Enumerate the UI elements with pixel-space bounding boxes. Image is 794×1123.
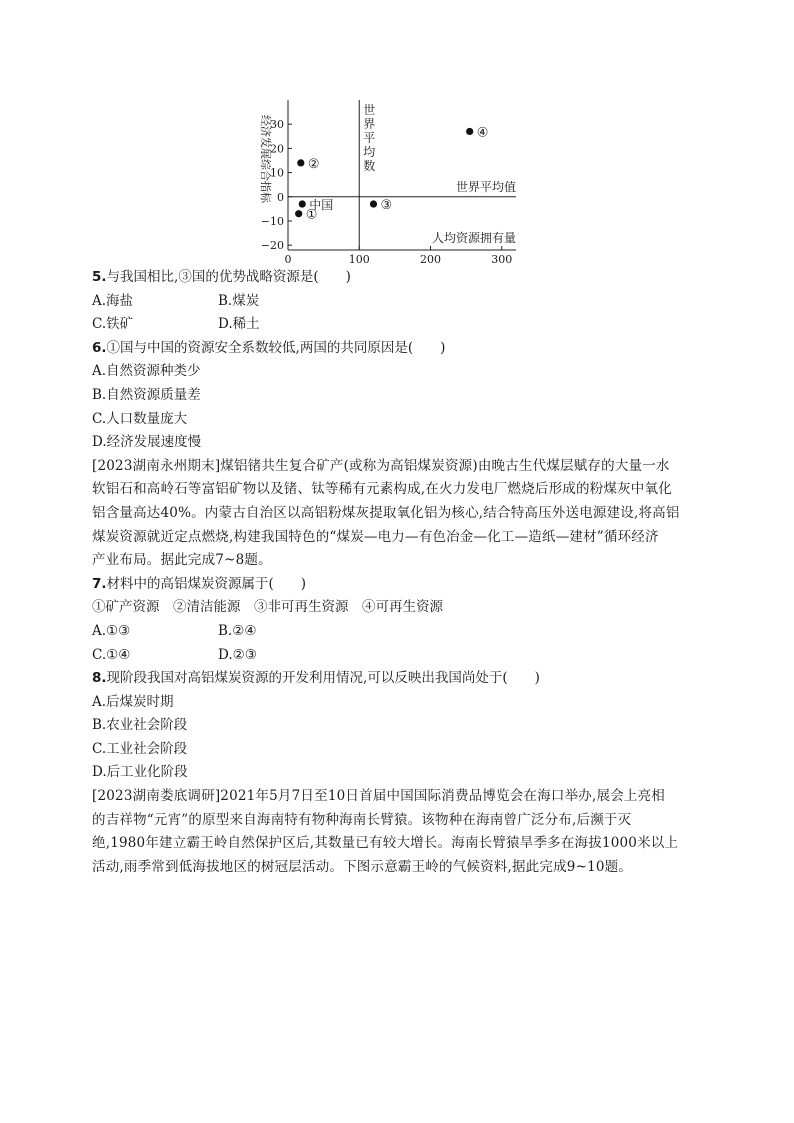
options-row [92, 313, 712, 337]
vline-label-char: 均 [363, 145, 376, 159]
scatter-chart [250, 90, 530, 270]
data-point-label: ④ [476, 125, 489, 141]
material-line: 的吉祥物“元宵”的原型来自海南特有物种海南长臂猿。该物种在海南曾广泛分布,后濒于灭 [92, 811, 632, 828]
material-line: 软铝石和高岭石等富铝矿物以及锗、钛等稀有元素构成,在火力发电厂燃烧后形成的粉煤灰中氧化 [92, 481, 672, 498]
y-tick-label: −20 [260, 239, 284, 253]
option-b[interactable]: B.煤炭 [218, 292, 260, 309]
options-row [92, 290, 712, 314]
question-stem: 现阶段我国对高铝煤炭资源的开发利用情况,可以反映出我国尚处于( ) [106, 670, 540, 687]
question-stem: 与我国相比,③国的优势战略资源是( ) [106, 269, 351, 285]
data-point [295, 210, 302, 217]
question-stem: ①国与中国的资源安全系数较低,两国的共同原因是( ) [106, 339, 446, 356]
option-d[interactable]: D.②③ [218, 646, 257, 663]
material-line: 绝,1980年建立霸王岭自然保护区后,其数量已有较大增长。海南长臂猿旱季多在海拔1000米以上 [92, 835, 679, 852]
question-number: 5. [92, 269, 107, 285]
question-number: 7. [92, 575, 107, 592]
option-a[interactable]: A.后煤炭时期 [92, 693, 174, 710]
y-tick-label: 30 [270, 118, 284, 132]
option-c[interactable]: C.铁矿 [92, 316, 134, 333]
data-point-label: ② [307, 156, 320, 172]
options-row [92, 620, 712, 644]
x-tick-label: 300 [491, 253, 513, 266]
data-point-label: ③ [380, 198, 393, 214]
option-c[interactable]: C.人口数量庞大 [92, 410, 188, 427]
material-line: 煤炭资源就近定点燃烧,构建我国特色的“煤炭—电力—有色冶金—化工—造纸—建材”循环经济 [92, 528, 659, 545]
option-c[interactable]: C.工业社会阶段 [92, 740, 188, 757]
question-6 [92, 337, 712, 361]
option-b[interactable]: B.②④ [218, 622, 257, 639]
data-point [297, 159, 304, 166]
option-b[interactable]: B.自然资源质量差 [92, 386, 201, 403]
option-a[interactable]: A.自然资源种类少 [92, 363, 201, 380]
question-content [92, 266, 712, 879]
y-tick-label: 10 [270, 166, 284, 180]
question-5 [92, 266, 712, 290]
vline-label-char: 世 [363, 103, 376, 117]
material-line: [2023湖南娄底调研]2021年5月7日至10日首届中国国际消费品博览会在海口举办,展会上亮相 [92, 788, 665, 805]
x-tick-label: 200 [420, 253, 441, 266]
options-row [92, 644, 712, 668]
y-tick-label: −10 [260, 214, 284, 228]
material-line: 活动,雨季常到低海拔地区的树冠层活动。下图示意霸王岭的气候资料,据此完成9~10题。 [92, 858, 633, 875]
data-point [370, 200, 377, 207]
material-line: 铝含量高达40%。内蒙古自治区以高铝粉煤灰提取氧化铝为核心,结合特高压外送电源建设,将高铝 [92, 504, 680, 521]
vline-label-char: 数 [363, 159, 376, 173]
hline-label: 世界平均值 [455, 179, 516, 194]
chart-marks [295, 125, 488, 222]
option-b[interactable]: B.农业社会阶段 [92, 717, 188, 734]
option-c[interactable]: C.①④ [92, 646, 131, 663]
data-point-label: 中国 [309, 198, 334, 213]
material-line: 产业布局。据此完成7~8题。 [92, 552, 272, 569]
data-point-label: ① [305, 207, 318, 223]
question-stem: 材料中的高铝煤炭资源属于( ) [106, 575, 307, 592]
option-d[interactable]: D.经济发展速度慢 [92, 434, 202, 451]
question-number: 8. [92, 670, 107, 687]
material-line: [2023湖南永州期末]煤铝锗共生复合矿产(或称为高铝煤炭资源)由晚古生代煤层赋存的大量一水 [92, 457, 670, 474]
vline-label-char: 平 [363, 131, 376, 145]
x-tick-label: 0 [284, 253, 292, 266]
question-items: ①矿产资源 ②清洁能源 ③非可再生资源 ④可再生资源 [92, 599, 443, 616]
y-tick-label: 0 [277, 190, 284, 204]
option-d[interactable]: D.稀土 [218, 316, 260, 333]
question-7 [92, 573, 712, 597]
option-d[interactable]: D.后工业化阶段 [92, 764, 188, 781]
question-number: 6. [92, 339, 107, 356]
question-8 [92, 667, 712, 691]
data-point [299, 200, 306, 207]
x-tick-label: 100 [348, 253, 370, 266]
x-axis-title: 人均资源拥有量 [431, 231, 516, 245]
y-axis-title: 经济发展综合指标 [259, 115, 272, 203]
option-a[interactable]: A.①③ [92, 622, 131, 639]
option-a[interactable]: A.海盐 [92, 292, 134, 309]
data-point [466, 128, 473, 135]
y-tick-label: 20 [270, 142, 284, 156]
vline-label-char: 界 [363, 117, 376, 131]
